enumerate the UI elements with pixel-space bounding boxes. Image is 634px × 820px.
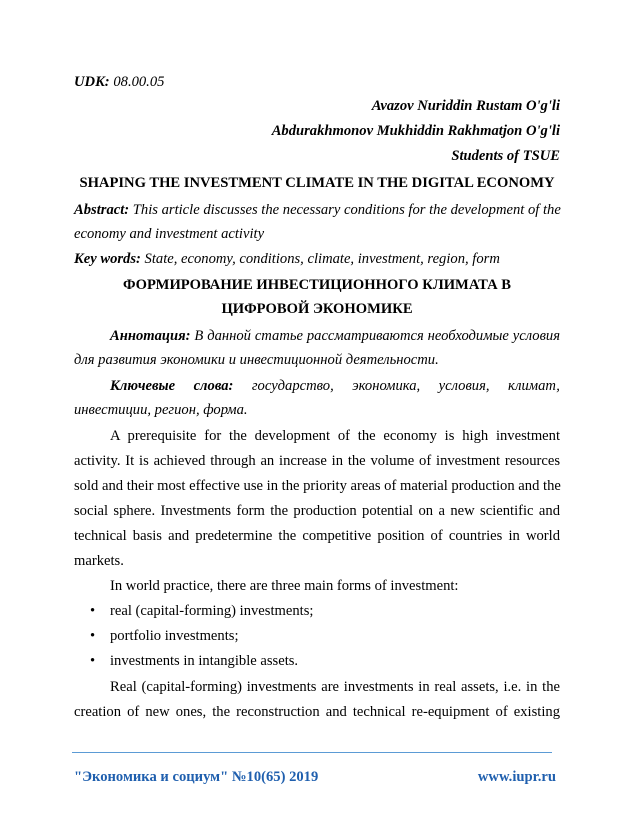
keywords-text: State, economy, conditions, climate, investment, region, form — [144, 251, 500, 267]
footer-divider — [72, 752, 552, 753]
keywords-ru-label-2: слова: — [193, 378, 234, 394]
footer-journal: "Экономика и социум" №10(65) 2019 — [74, 769, 319, 785]
abstract-line-1 — [74, 201, 560, 219]
body-p2: In world practice, there are three main forms of investment: — [110, 578, 459, 594]
udk-line — [74, 73, 560, 91]
udk-label: UDK: — [74, 74, 110, 90]
abstract-line-2: economy and investment activity — [74, 226, 265, 242]
keywords-ru-label: Ключевые — [110, 378, 176, 394]
keywords-label: Key words: — [74, 251, 141, 267]
body-p3-line-2: creation of new ones, the reconstruction and technical re-equipment of existing — [74, 704, 560, 720]
body-p3-line-1: Real (capital-forming) investments are investments in real assets, i.e. in the — [110, 679, 560, 695]
footer-site[interactable]: www.iupr.ru — [477, 769, 556, 785]
annotation-line-2: для развития экономики и инвестиционной деятельности. — [74, 352, 439, 368]
annotation-line-1 — [110, 327, 560, 345]
author-2: Abdurakhmonov Mukhiddin Rakhmatjon O'g'li — [271, 123, 560, 139]
list-item-text: investments in intangible assets. — [110, 653, 299, 669]
annotation-text-1: В данной статье рассматриваются необходимые условия — [194, 328, 560, 344]
list-item-text: real (capital-forming) investments; — [110, 603, 314, 619]
body-p1-line-5: technical basis and predetermine the competitive position of countries in world — [74, 528, 560, 544]
keywords-line — [74, 250, 560, 268]
abstract-text-1: This article discusses the necessary conditions for the development of the — [132, 202, 561, 218]
author-1: Avazov Nuriddin Rustam O'g'li — [371, 98, 560, 114]
author-affiliation: Students of TSUE — [451, 148, 560, 164]
udk-value: 08.00.05 — [113, 74, 165, 90]
list-item — [90, 652, 298, 670]
body-p1-line-3: sold and their most effective use in the priority areas of material production and the — [74, 478, 561, 494]
title-ru-line-1: ФОРМИРОВАНИЕ ИНВЕСТИЦИОННОГО КЛИМАТА В — [122, 277, 512, 293]
keywords-ru-word: государство, — [251, 378, 334, 394]
title-en: SHAPING THE INVESTMENT CLIMATE IN THE DIGITAL ECONOMY — [79, 175, 555, 191]
list-item — [90, 602, 313, 620]
keywords-ru-line-1 — [110, 377, 560, 395]
list-item — [90, 627, 239, 645]
body-p1-line-4: social sphere. Investments form the production potential on a new scientific and — [74, 503, 560, 519]
body-p1-line-6: markets. — [74, 553, 124, 569]
annotation-label: Аннотация: — [110, 328, 191, 344]
keywords-ru-line-2: инвестиции, регион, форма. — [74, 402, 248, 418]
title-ru-line-2: ЦИФРОВОЙ ЭКОНОМИКЕ — [221, 301, 413, 317]
body-p1-line-2: activity. It is achieved through an increase in the volume of investment resources — [74, 453, 560, 469]
keywords-ru-word: условия, — [438, 378, 490, 394]
list-item-text: portfolio investments; — [110, 628, 239, 644]
body-p1-line-1: A prerequisite for the development of the economy is high investment — [110, 428, 560, 444]
abstract-label: Abstract: — [74, 202, 130, 218]
keywords-ru-word: климат, — [507, 378, 560, 394]
keywords-ru-word: экономика, — [352, 378, 421, 394]
